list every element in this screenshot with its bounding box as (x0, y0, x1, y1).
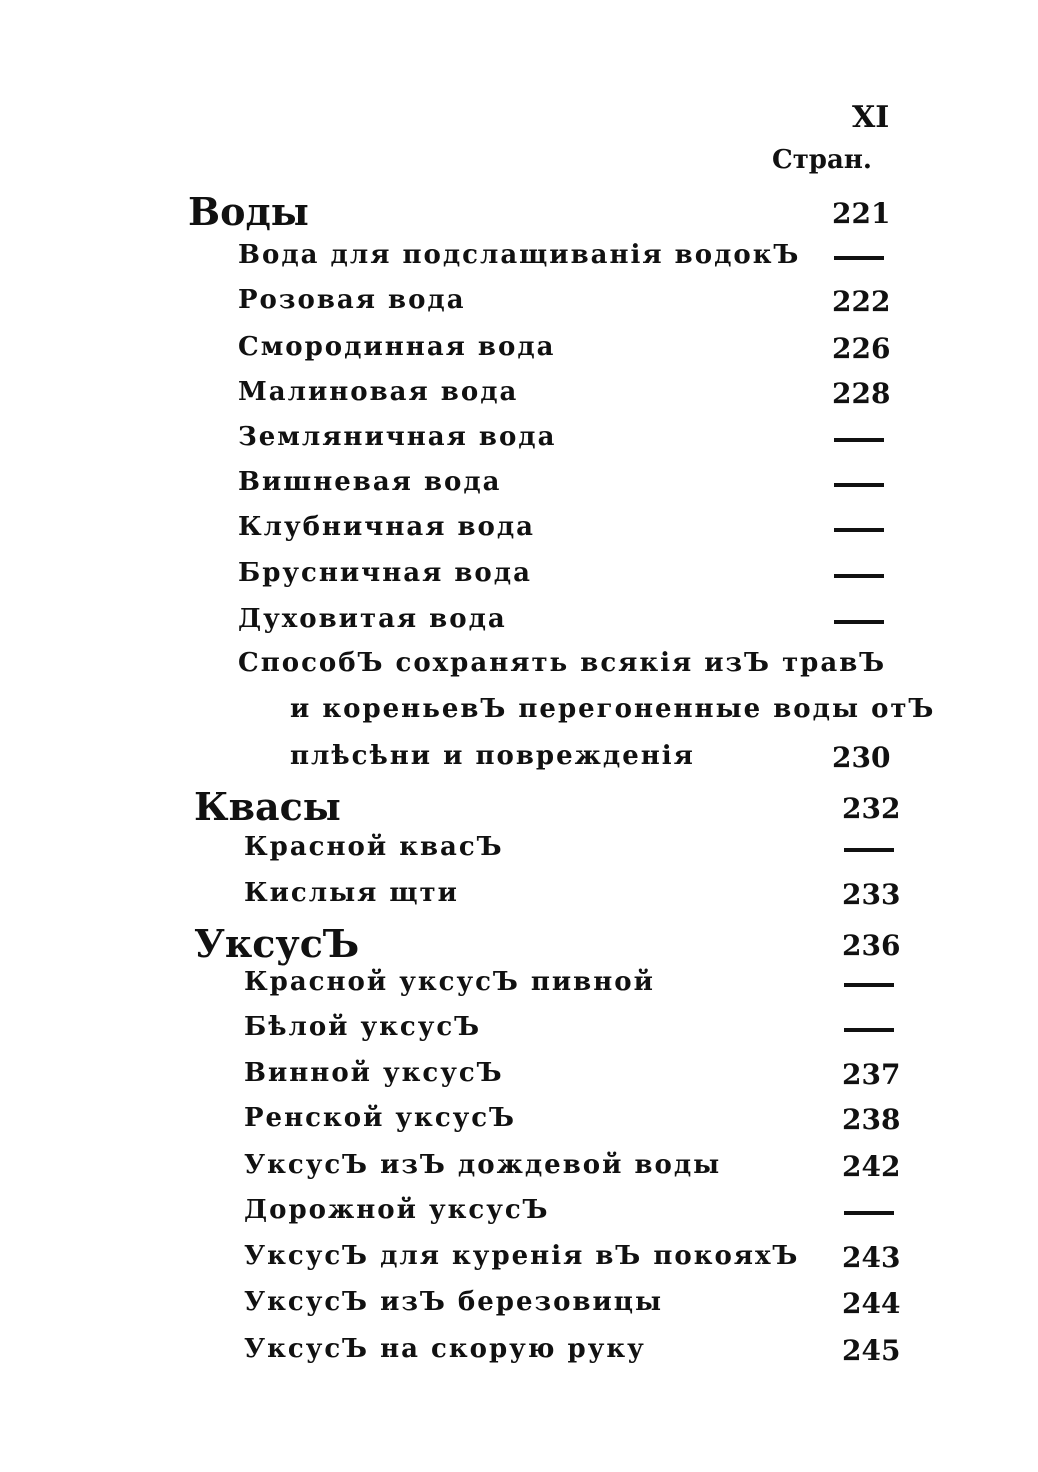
entry-title: Розовая вода (238, 285, 466, 315)
toc-entry (0, 1285, 1038, 1325)
entry-title: Брусничная вода (238, 558, 532, 588)
entry-title: Ренской уксусЪ (244, 1103, 517, 1133)
page-reference: 233 (842, 878, 901, 911)
column-header: Стран. (772, 145, 872, 175)
toc-entry (0, 1056, 1038, 1096)
page-reference: 230 (832, 741, 891, 774)
entry-title: Дорожной уксусЪ (244, 1195, 550, 1225)
page-reference: 226 (832, 332, 891, 365)
section-title: Квасы (194, 784, 341, 829)
page-reference: 232 (842, 792, 901, 825)
ditto-dash (844, 1211, 894, 1215)
page-reference: 236 (842, 929, 901, 962)
entry-title: Земляничная вода (238, 422, 557, 452)
toc-entry (0, 330, 1038, 370)
toc-entry (0, 1239, 1038, 1279)
ditto-dash (834, 528, 884, 532)
page-reference: 238 (842, 1103, 901, 1136)
page-reference: 222 (832, 285, 891, 318)
entry-title: Бѣлой уксусЪ (244, 1012, 482, 1042)
entry-title: Малиновая вода (238, 377, 519, 407)
page-reference: 221 (832, 197, 891, 230)
entry-title: УксусЪ для куренія вЪ покояхЪ (244, 1241, 800, 1271)
page-reference: 245 (842, 1334, 901, 1367)
ditto-dash (834, 256, 884, 260)
toc-entry (0, 1010, 1038, 1050)
entry-title: Красной квасЪ (244, 832, 504, 862)
toc-entry (0, 238, 1038, 278)
entry-title: Кислыя щти (244, 878, 459, 908)
entry-title: плѣсѣни и поврежденія (290, 741, 695, 771)
entry-title: УксусЪ изЪ березовицы (244, 1287, 664, 1317)
toc-entry (0, 1193, 1038, 1233)
entry-title: Вишневая вода (238, 467, 502, 497)
toc-entry (0, 602, 1038, 642)
toc-entry (0, 830, 1038, 870)
entry-title: УксусЪ на скорую руку (244, 1334, 646, 1364)
ditto-dash (834, 438, 884, 442)
toc-entry (0, 646, 1038, 686)
toc-entry (0, 510, 1038, 550)
toc-entry (0, 692, 1038, 732)
page-reference: 243 (842, 1241, 901, 1274)
ditto-dash (844, 1028, 894, 1032)
section-title: УксусЪ (194, 921, 360, 966)
entry-title: Красной уксусЪ пивной (244, 967, 655, 997)
ditto-dash (834, 620, 884, 624)
toc-entry (0, 1148, 1038, 1188)
toc-entry (0, 876, 1038, 916)
toc-entry (0, 965, 1038, 1005)
toc-entry (0, 283, 1038, 323)
toc-entry (0, 739, 1038, 779)
entry-title: Клубничная вода (238, 512, 536, 542)
toc-entry (0, 420, 1038, 460)
page-reference: 237 (842, 1058, 901, 1091)
ditto-dash (844, 983, 894, 987)
ditto-dash (844, 848, 894, 852)
entry-title: Винной уксусЪ (244, 1058, 504, 1088)
page-reference: 244 (842, 1287, 901, 1320)
toc-entry (0, 1101, 1038, 1141)
ditto-dash (834, 483, 884, 487)
toc-entry (0, 1332, 1038, 1372)
toc-entry (0, 465, 1038, 505)
toc-section (0, 189, 1038, 235)
entry-title: СпособЪ сохранять всякія изЪ травЪ (238, 648, 887, 678)
toc-section (0, 921, 1038, 967)
entry-title: УксусЪ изЪ дождевой воды (244, 1150, 722, 1180)
entry-title: и кореньевЪ перегоненные воды отЪ (290, 694, 936, 724)
entry-title: Духовитая вода (238, 604, 507, 634)
ditto-dash (834, 574, 884, 578)
section-title: Воды (188, 189, 309, 234)
toc-entry (0, 556, 1038, 596)
page-number: XI (852, 100, 890, 135)
entry-title: Вода для подслащиванія водокЪ (238, 240, 801, 270)
toc-entry (0, 375, 1038, 415)
page-reference: 242 (842, 1150, 901, 1183)
toc-section (0, 784, 1038, 830)
entry-title: Смородинная вода (238, 332, 556, 362)
page-reference: 228 (832, 377, 891, 410)
